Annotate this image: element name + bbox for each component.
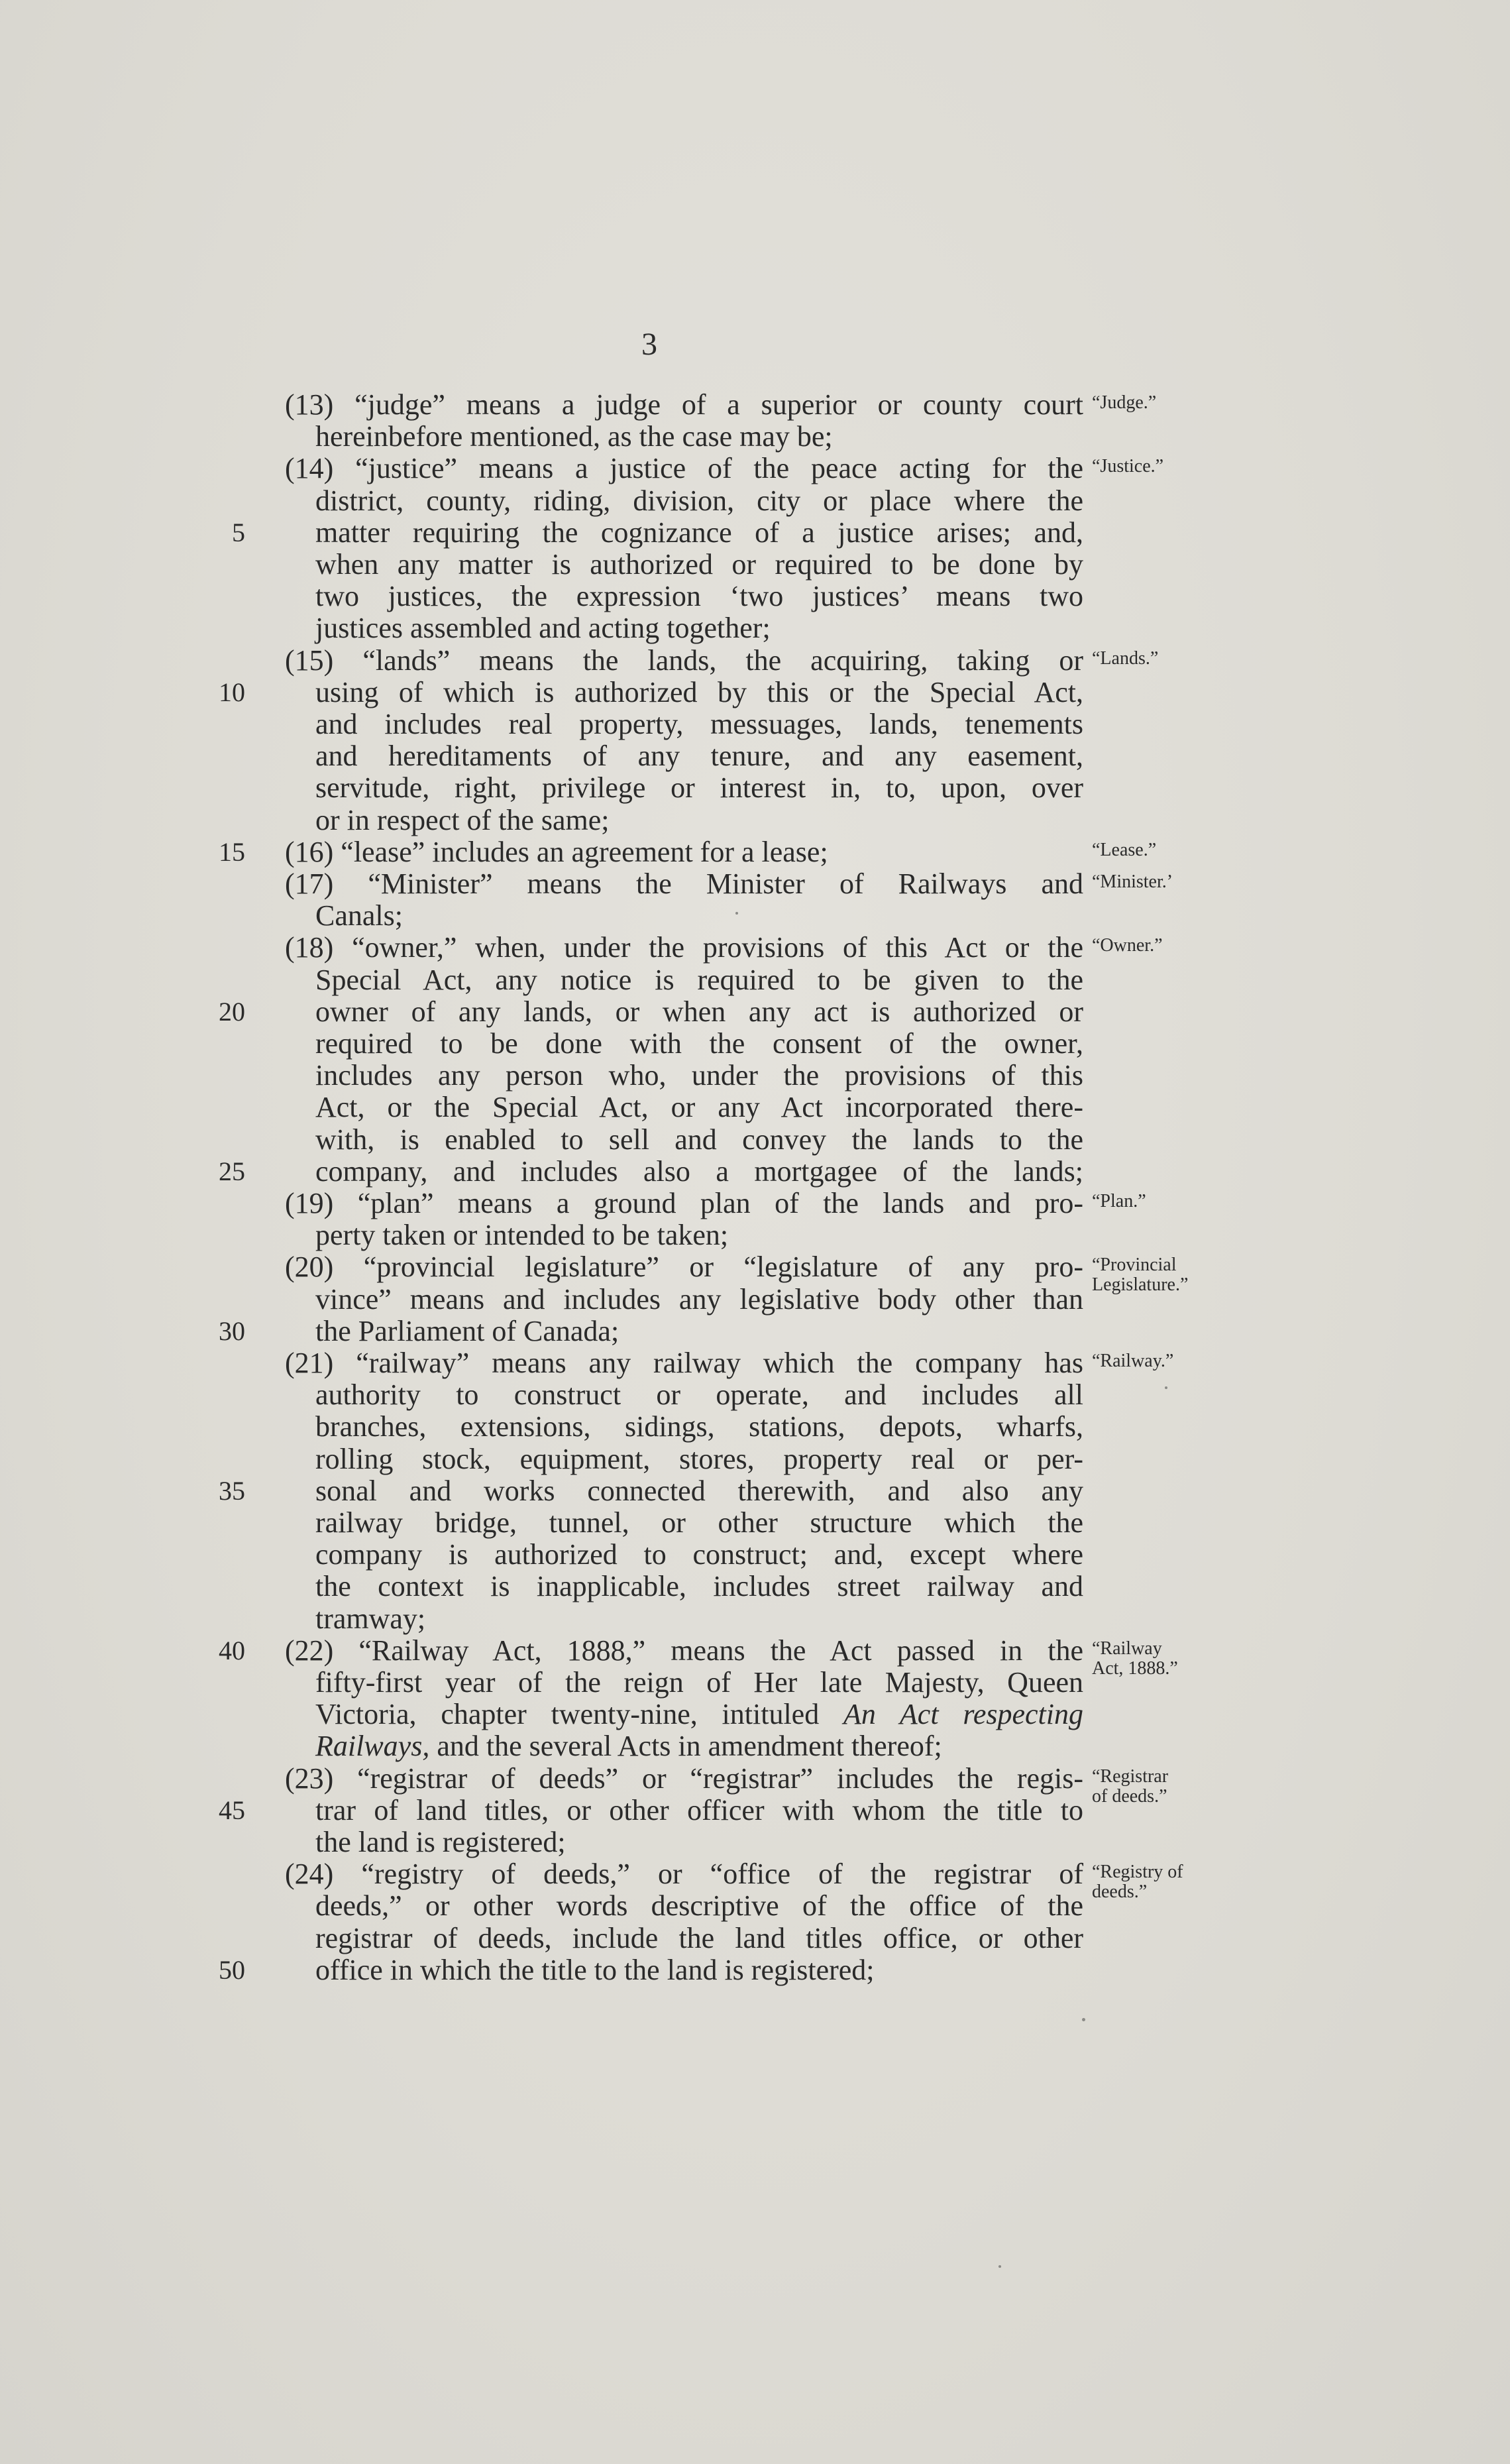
- text-line-run: vince” means and includes any legislative body other than: [315, 1282, 1083, 1316]
- paper-speck: [1165, 1386, 1167, 1389]
- text-line-run: includes any person who, under the provisions of this: [315, 1059, 1083, 1092]
- text-line: [315, 964, 1083, 996]
- text-line: [315, 1923, 1083, 1954]
- margin-note: “Provincial Legislature.”: [1092, 1255, 1189, 1296]
- text-line: [315, 1379, 1083, 1411]
- text-line: [315, 1795, 1083, 1826]
- text-line-run: the land is registered;: [315, 1826, 566, 1858]
- text-line: [315, 581, 1083, 612]
- text-line-run: company, and includes also a mortgagee of the lands;: [315, 1154, 1083, 1188]
- text-line-run: and hereditaments of any tenure, and any easement,: [315, 740, 1083, 773]
- line-number: 30: [219, 1316, 245, 1346]
- text-line-run: office in which the title to the land is registered;: [315, 1953, 875, 1986]
- text-line-run: with, is enabled to sell and convey the lands to the: [315, 1123, 1083, 1156]
- text-line-run: Act, or the Special Act, or any Act incorporated there-: [315, 1091, 1083, 1124]
- text-line-run: owner of any lands, or when any act is authorized or: [315, 995, 1083, 1028]
- text-line: [315, 1316, 1083, 1347]
- line-number: 20: [219, 996, 245, 1027]
- text-line-run: and the several Acts in amendment thereof;: [429, 1730, 942, 1763]
- line-number: 15: [219, 836, 245, 867]
- text-line: [315, 1890, 1083, 1922]
- text-line: [315, 1284, 1083, 1316]
- text-line-run: (21) “railway” means any railway which the company has: [285, 1347, 1083, 1379]
- text-line-run: (18) “owner,” when, under the provisions of this Act or the: [285, 931, 1083, 964]
- text-line: [285, 1763, 1083, 1795]
- text-line: [285, 1858, 1083, 1890]
- text-line: [315, 1475, 1083, 1507]
- margin-note: “Plan.”: [1092, 1191, 1146, 1211]
- text-line-run: (24) “registry of deeds,” or “office of the registrar of: [285, 1858, 1083, 1891]
- text-line: [315, 1539, 1083, 1571]
- text-line: [315, 805, 1083, 836]
- text-line-run: trar of land titles, or other officer with whom the title to: [315, 1793, 1083, 1826]
- text-line-run: tramway;: [315, 1602, 426, 1635]
- text-line: [285, 645, 1083, 677]
- text-line: [285, 1251, 1083, 1283]
- text-line-run: servitude, right, privilege or interest in, to, upon, over: [315, 771, 1083, 805]
- margin-note: “Registrar of deeds.”: [1092, 1765, 1169, 1807]
- text-line-run: deeds,” or other words descriptive of the office of the: [315, 1889, 1083, 1923]
- text-line: [285, 1188, 1083, 1219]
- text-line: [315, 1060, 1083, 1092]
- italic-title: An Act respecting: [843, 1698, 1084, 1731]
- text-line-run: hereinbefore mentioned, as the case may be;: [315, 420, 833, 453]
- text-line: [285, 1347, 1083, 1379]
- paper-speck: [1082, 2018, 1085, 2021]
- margin-note: “Justice.”: [1092, 456, 1164, 477]
- text-line-run: (14) “justice” means a justice of the peace acting for the: [285, 452, 1083, 485]
- text-line-run: (20) “provincial legislature” or “legislature of any pro-: [285, 1251, 1083, 1284]
- text-line-run: matter requiring the cognizance of a justice arises; and,: [315, 516, 1083, 549]
- text-line: [285, 389, 1083, 421]
- text-line-run: rolling stock, equipment, stores, property real or per-: [315, 1442, 1083, 1475]
- margin-note: “Owner.”: [1092, 935, 1163, 956]
- text-line: [315, 996, 1083, 1028]
- text-line-run: district, county, riding, division, city or place where the: [315, 484, 1083, 517]
- margin-note: “Lands.”: [1092, 647, 1159, 669]
- margin-note: “Judge.”: [1092, 392, 1157, 413]
- text-line-run: (23) “registrar of deeds” or “registrar” includes the regis-: [285, 1762, 1083, 1795]
- text-line: [315, 772, 1083, 804]
- text-line-run: registrar of deeds, include the land titles office, or other: [315, 1921, 1083, 1954]
- text-line: [315, 421, 1083, 453]
- line-number: 10: [219, 677, 245, 707]
- text-line-run: (16) “lease” includes an agreement for a lease;: [285, 835, 828, 868]
- text-line: [315, 1699, 1083, 1730]
- text-line: [315, 740, 1083, 772]
- text-line-run: (17) “Minister” means the Minister of Railways and: [285, 868, 1083, 900]
- text-line-run: Victoria, chapter twenty-nine, intituled: [315, 1698, 820, 1731]
- paper-speck: [735, 912, 738, 915]
- text-line-run: two justices, the expression ‘two justices’ means two: [315, 580, 1083, 613]
- margin-note: “Registry of deeds.”: [1092, 1862, 1183, 1903]
- text-line-run: or in respect of the same;: [315, 803, 610, 836]
- text-line: [315, 1092, 1083, 1123]
- text-line-run: and includes real property, messuages, lands, tenements: [315, 708, 1083, 740]
- text-line: [315, 1124, 1083, 1156]
- text-line: [315, 1028, 1083, 1060]
- text-line-run: justices assembled and acting together;: [315, 612, 771, 645]
- text-line-run: (13) “judge” means a judge of a superior or county court: [285, 388, 1083, 421]
- line-number: 50: [219, 1954, 245, 1985]
- text-line-run: branches, extensions, sidings, stations, depots, wharfs,: [315, 1410, 1083, 1443]
- text-line: [315, 517, 1083, 549]
- text-line: [315, 1730, 1083, 1762]
- text-line-run: (22) “Railway Act, 1888,” means the Act passed in the: [285, 1634, 1083, 1667]
- text-line-run: using of which is authorized by this or the Special Act,: [315, 675, 1083, 708]
- text-line: [315, 549, 1083, 581]
- text-line: [315, 708, 1083, 740]
- text-line: [315, 1603, 1083, 1635]
- text-line-run: fifty-first year of the reign of Her late Majesty, Queen: [315, 1666, 1083, 1699]
- text-line: [315, 612, 1083, 644]
- line-number: 40: [219, 1635, 245, 1665]
- line-number: 5: [232, 517, 245, 547]
- text-line: [315, 1156, 1083, 1188]
- text-line: [315, 1411, 1083, 1443]
- margin-note: “Minister.’: [1092, 871, 1173, 892]
- text-line-run: authority to construct or operate, and includes all: [315, 1378, 1083, 1412]
- text-line-run: Canals;: [315, 899, 403, 932]
- text-line: [285, 836, 1083, 868]
- text-line: [315, 1667, 1083, 1699]
- margin-note: “Lease.”: [1092, 839, 1157, 860]
- text-line: [315, 900, 1083, 932]
- text-line: [285, 1635, 1083, 1667]
- line-number: 35: [219, 1475, 245, 1506]
- text-line-run: perty taken or intended to be taken;: [315, 1219, 729, 1252]
- paper-speck: [998, 2265, 1001, 2268]
- text-line-run: (19) “plan” means a ground plan of the lands and pro-: [285, 1187, 1083, 1219]
- text-line-run: Special Act, any notice is required to be given to the: [315, 963, 1083, 996]
- text-line-run: required to be done with the consent of the owner,: [315, 1027, 1083, 1060]
- margin-note: “Railway Act, 1888.”: [1092, 1638, 1178, 1679]
- text-line: [315, 1954, 1083, 1986]
- text-line: [315, 485, 1083, 517]
- text-line-run: sonal and works connected therewith, and also any: [315, 1474, 1083, 1507]
- text-line-run: the Parliament of Canada;: [315, 1314, 620, 1347]
- line-number: 45: [219, 1795, 245, 1825]
- text-line: [285, 932, 1083, 964]
- text-line-run: company is authorized to construct; and, except where: [315, 1538, 1083, 1571]
- text-line: [315, 1443, 1083, 1475]
- text-line-run: (15) “lands” means the lands, the acquiring, taking or: [285, 644, 1083, 677]
- text-line: [315, 1219, 1083, 1251]
- text-line-run: the context is inapplicable, includes street railway and: [315, 1570, 1083, 1603]
- text-line: [285, 453, 1083, 484]
- text-line: [315, 1571, 1083, 1602]
- text-line: [315, 1507, 1083, 1539]
- page-number: 3: [641, 327, 657, 362]
- text-line: [315, 1826, 1083, 1858]
- italic-title: Railways,: [315, 1730, 430, 1763]
- margin-note: “Railway.”: [1092, 1351, 1174, 1371]
- text-line-run: when any matter is authorized or required to be done by: [315, 548, 1083, 581]
- line-number: 25: [219, 1156, 245, 1186]
- text-line: [285, 868, 1083, 900]
- text-line: [315, 677, 1083, 708]
- text-line-run: railway bridge, tunnel, or other structure which the: [315, 1506, 1083, 1539]
